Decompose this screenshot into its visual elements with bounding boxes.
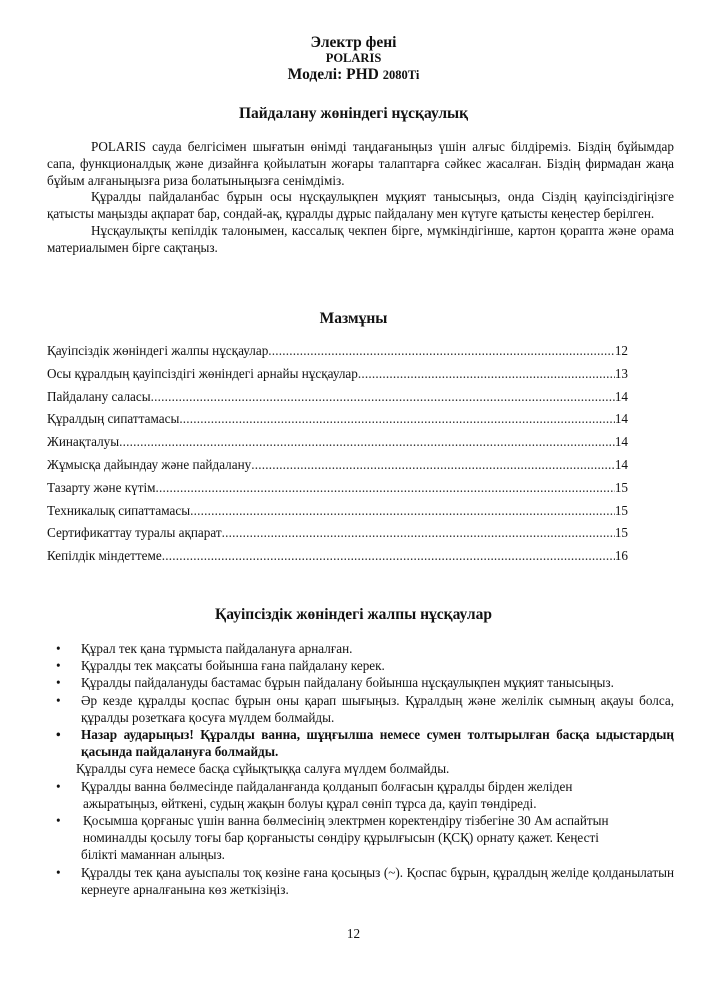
toc-entry-page: 14 — [614, 388, 628, 404]
toc-leader-dots — [222, 525, 615, 541]
toc-entry[interactable] — [47, 525, 628, 548]
safety-list-item: • Әр кезде құралды қоспас бұрын оны қарап шығыңыз. Құралдың және желілік сымның ақауы болса, құралды розеткаға қосуға мүлдем болмайды. — [56, 692, 674, 725]
safety-list-item: • Құралды тек мақсаты бойынша ғана пайдалану керек. — [56, 658, 385, 674]
toc-entry-label: Осы құралдың қауіпсіздігі жөніндегі арнайы нұсқаулар — [47, 365, 358, 381]
toc-entry-label: Жинақталуы — [47, 434, 120, 450]
toc-entry-label: Сертификаттау туралы ақпарат — [47, 525, 222, 541]
toc-entry-page: 14 — [614, 456, 628, 472]
bullet-icon: • — [56, 727, 61, 743]
toc-leader-dots — [268, 343, 615, 359]
instructions-heading: Пайдалану жөніндегі нұсқаулық — [238, 105, 469, 122]
toc-entry-page: 15 — [614, 502, 628, 518]
safety-list-item: • Құралды тек қана ауыспалы тоқ көзіне ғана қосыңыз (~). Қоспас бұрын, құралдың желіде қолданылатын кернеуге арналғанына көз жеткізіңіз. — [56, 864, 674, 897]
toc-leader-dots — [151, 389, 615, 405]
page-number: 12 — [346, 926, 361, 941]
intro-paragraph: Құралды пайдаланбас бұрын осы нұсқаулықпен мұқият танысыңыз, онда Сіздің қауіпсіздігіңізге қатысты маңызды ақпарат бар, сондай-ақ, құралды дұрыс пайдалану мен күтуге қатысты кеңестер берілген. — [47, 189, 674, 222]
toc-entry-label: Тазарту және күтім — [47, 479, 156, 495]
toc-entry-page: 14 — [614, 411, 628, 427]
safety-list-item: • Құралды пайдалануды бастамас бұрын пайдалану бойынша нұсқаулықпен мұқият танысыңыз. — [56, 675, 614, 691]
toc-entry-page: 15 — [614, 525, 628, 541]
bullet-icon: • — [56, 813, 61, 829]
bullet-icon: • — [56, 675, 61, 691]
toc-entry-label: Жұмысқа дайындау және пайдалану — [47, 456, 252, 472]
safety-list-item: • Құрал тек қана тұрмыста пайдалануға арналған. — [56, 641, 353, 656]
toc-heading: Мазмұны — [319, 310, 388, 327]
bullet-icon: • — [56, 641, 61, 656]
toc-entry-label: Пайдалану саласы — [47, 388, 151, 404]
toc-entry-page: 13 — [614, 365, 628, 381]
product-title: Электр фені — [310, 34, 397, 51]
safety-list-item: • Құралды ванна бөлмесінде пайдаланғанда қолданып болғасын құралды бірден желіден ажыратыңыз, өйткені, судың жақын болуы құрал сөніп тұрса да, қауіп төндіреді. — [56, 778, 573, 811]
toc-entry-label: Кепілдік міндеттеме — [47, 548, 162, 564]
model-number: 2080Ti — [382, 68, 420, 82]
intro-section — [47, 139, 674, 257]
toc-entry[interactable] — [47, 480, 628, 503]
toc-leader-dots — [251, 457, 615, 473]
intro-paragraph: Нұсқаулықты кепілдік талонымен, кассалық чекпен бірге, мүмкіндігінше, картон қорапта және орама материалымен бірге сақтаңыз. — [47, 222, 674, 255]
toc-entry-page: 14 — [614, 434, 628, 450]
toc-entry-label: Техникалық сипаттамасы — [47, 502, 191, 518]
toc-leader-dots — [179, 411, 615, 427]
intro-paragraph: POLARIS сауда белгісімен шығатын өнімді таңдағаныңыз үшін алғыс білдіреміз. Біздің бұйымдар сапа, функционалдық және дизайнға қойылатын жоғары талаптарға сәйкес жасалған. Біздің фирмадан жаңа бұйым алғаныңызға риза болатыныңызға сенімдіміз. — [47, 139, 674, 188]
toc-entry[interactable] — [47, 389, 628, 412]
toc-entry-label: Құралдың сипаттамасы — [47, 411, 180, 427]
toc-leader-dots — [119, 434, 615, 450]
toc-entry-label: Қауіпсіздік жөніндегі жалпы нұсқаулар — [47, 343, 269, 358]
bullet-icon: • — [56, 658, 61, 674]
toc-entry[interactable] — [47, 366, 628, 389]
toc-entry-page: 12 — [614, 343, 628, 358]
model-label: Моделі: PHD — [287, 66, 383, 83]
bullet-icon: • — [56, 692, 61, 708]
bullet-icon: • — [56, 778, 61, 794]
toc-entry-page: 16 — [614, 548, 628, 564]
toc-entry[interactable] — [47, 343, 628, 366]
toc-leader-dots — [190, 503, 615, 519]
safety-note: Құралды суға немесе басқа сұйықтыққа салуға мүлдем болмайды. — [76, 761, 450, 777]
bullet-icon: • — [56, 864, 61, 880]
safety-heading: Қауіпсіздік жөніндегі жалпы нұсқаулар — [215, 606, 492, 623]
toc-leader-dots — [156, 480, 615, 496]
toc-entry[interactable] — [47, 503, 628, 526]
table-of-contents — [47, 343, 628, 571]
brand-name: POLARIS — [325, 51, 382, 65]
safety-warning-item: • Назар аударыңыз! Құралды ванна, шұңғылша немесе сумен толтырылған басқа ыдыстардың қасында пайдалануға болмайды. — [56, 727, 674, 760]
toc-leader-dots — [162, 548, 615, 564]
safety-list — [56, 640, 674, 898]
model-line — [0, 66, 707, 84]
toc-entry[interactable] — [47, 457, 628, 480]
toc-entry-page: 15 — [614, 479, 628, 495]
safety-list-item: • Қосымша қорғаныс үшін ванна бөлмесінің электрмен коректендіру тізбегіне 30 Ам аспайтын номиналды қосылу тоғы бар қорғанысты сөндіру құрылғысын (ҚСҚ) орнату қажет. Кеңесті білікті маманнан алыңыз. — [56, 813, 609, 863]
toc-leader-dots — [358, 366, 615, 382]
toc-entry[interactable] — [47, 548, 628, 571]
toc-entry[interactable] — [47, 411, 628, 434]
toc-entry[interactable] — [47, 434, 628, 457]
